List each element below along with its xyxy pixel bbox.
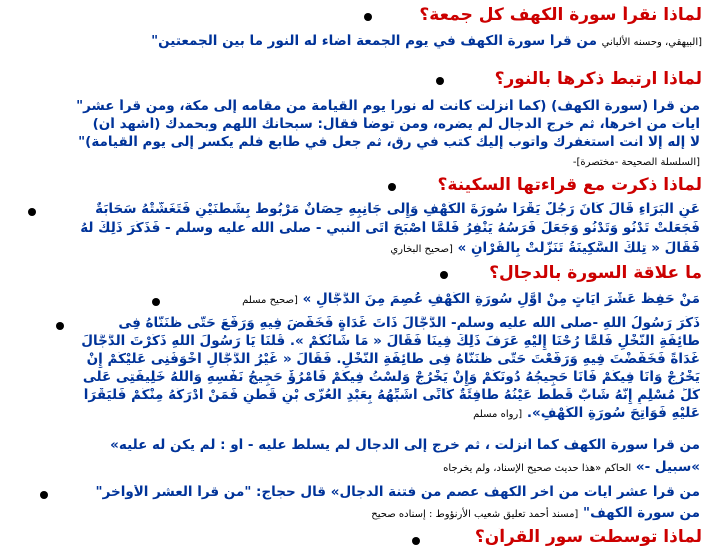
bullet [364, 13, 372, 21]
hadith-line: طَائِفَةِ النَّخْلِ فَلَمَّا رُحْنَا إِلَيْهِ عَرَفَ ذَلِكَ فِينَا فَقَالَ « مَا شَأْنُكُمْ ». قُلْنَا يَا رَسُولَ اللَّهِ ذَكَرْتَ الدَّجَّالَ [81, 334, 700, 349]
hadith-text: عَلَيْهِ فَوَاتِحَ سُورَةِ الْكَهْفِ». [526, 406, 700, 421]
source-note: [السلسلة الصحيحة -مختصرة]- [572, 157, 700, 168]
hadith-friday-light [60, 34, 702, 50]
hadith-text: قال حجاج: "من قرأ العشر الأواخر" [95, 485, 327, 500]
hadith-line: يَخْرُجْ وَأَنَا فِيكُمْ فَأَنَا حَجِيجُهُ دُونَكُمْ وَإِنْ يَخْرُجْ وَلَسْتُ فِيكُمْ فَامْرُؤٌ حَجِيجُ نَفْسِهِ وَاللَّهُ خَلِيفَتِى عَلَى [82, 370, 700, 385]
hadith-line: آيات من آخرها، ثم خرج الدجال لم يضره، ومن توضأ فقال: سبحانك اللهم وبحمدك (أشهد أن) [92, 117, 700, 132]
bullet [412, 537, 420, 545]
hadith-text: مَنْ حَفِظَ عَشْرَ آيَاتٍ مِنْ أَوَّلِ سُورَةِ الْكَهْفِ عُصِمَ مِنَ الدَّجَّالِ » [302, 292, 700, 307]
question-title-dajjal: ما علاقة السورة بالدجال؟ [489, 264, 702, 283]
source-note: الحاكم «هذا حديث صحيح الإسناد، ولم يخرجاه [443, 463, 632, 474]
bullet [436, 77, 444, 85]
hadith-line [56, 485, 700, 501]
bullet [28, 208, 36, 216]
bullet [152, 298, 160, 306]
question-title-sakinah: لماذا ذكرت مع قراءتها السكينة؟ [437, 176, 702, 195]
bullet [388, 183, 396, 191]
hadith-line: عَنِ الْبَرَاءِ قَالَ كَانَ رَجُلٌ يَقْرَأُ سُورَةَ الْكَهْفِ وَإِلَى جَانِبِهِ حِصَانٌ مَرْبُوطٌ بِشَطَنَيْنِ فَتَغَشَّتْهُ سَحَابَةٌ [95, 202, 700, 217]
hadith-line: غَدَاةً فَخَفَّضْتَ فِيهِ وَرَفَّعْتَ حَتَّى ظَنَنَّاهُ فِى طَائِفَةِ النَّخْلِ. فَقَالَ « غَيْرُ الدَّجَّالِ أَخْوَفُنِى عَلَيْكُمْ إِنْ [86, 352, 700, 367]
hadith-line: لا إله إلا أنت أستغفرك وأتوب إليك كتب في رق، ثم جعل في طابع فلم يكسر إلى يوم القيامة)" [78, 135, 700, 150]
hadith-line [200, 460, 700, 476]
bullet [440, 271, 448, 279]
source-note: [صحيح البخاري [390, 244, 453, 255]
bullet [40, 491, 48, 499]
bullet [56, 322, 64, 330]
hadith-text: من سورة الكهف" [583, 506, 700, 521]
hadith-text: فَقَالَ « تِلْكَ السَّكِينَةُ تَنَزَّلَتْ بِالْقُرْآنِ » [457, 241, 700, 256]
hadith-line: ذَكَرَ رَسُولُ اللَّهِ -صلى الله عليه وسلم- الدَّجَّالَ ذَاتَ غَدَاةٍ فَخَفَّضَ فِيهِ وَرَفَّعَ حَتَّى ظَنَنَّاهُ فِى [118, 316, 700, 331]
source-note: [البيهقي، وحسنه الألباني [601, 37, 702, 48]
hadith-line: من قرأ (سورة الكهف) (كما أنزلت كانت له نوراً يوم القيامة من مقامه إلى مكة، ومن قرأ عشر" [76, 99, 700, 114]
question-title-light: لماذا ارتبط ذكرها بالنور؟ [494, 70, 702, 89]
hadith-text: من قرأ عشر آيات من آخر الكهف عصم من فتنة الدجال» [330, 485, 700, 500]
hadith-line [210, 506, 700, 522]
question-title-middle: لماذا توسطت سور القرآن؟ [474, 528, 702, 546]
hadith-line: فَجَعَلَتْ تَدْنُو وَتَدْنُو وَجَعَلَ فَرَسُهُ يَنْفِرُ فَلَمَّا أَصْبَحَ أَتَى النبي - صلى الله عليه وسلم - فَذَكَرَ ذَلِكَ لَهُ [80, 221, 700, 236]
source-note: [رواه مسلم [473, 409, 523, 420]
source-note: [صحيح مسلم [242, 295, 298, 306]
hadith-line: من قرأ سورة الكهف كما أنزلت ، ثم خرج إلى الدجال لم يسلط عليه - أو : لم يكن له عليه» [110, 438, 700, 453]
hadith-line [280, 406, 700, 422]
question-title-friday: لماذا نقرأ سورة الكهف كل جمعة؟ [419, 6, 702, 25]
hadith-line: كُلِّ مُسْلِمٍ إِنَّهُ شَابٌّ قَطَطٌ عَيْنُهُ طَافِئَةٌ كَأَنِّى أُشَبِّهُهُ بِعَبْدِ الْعُزَّى بْنِ قَطَنٍ فَمَنْ أَدْرَكَهُ مِنْكُمْ فَلْيَقْرَأْ [83, 388, 700, 403]
hadith-line [166, 292, 700, 308]
hadith-text: من قرأ سورة الكهف في يوم الجمعة أضاء له النور ما بين الجمعتين" [151, 34, 597, 49]
hadith-text: »سبيل -» [635, 460, 700, 475]
source-note: [مسند أحمد تعليق شعيب الأرنؤوط : إسناده صحيح [371, 509, 579, 520]
hadith-line [240, 241, 700, 257]
